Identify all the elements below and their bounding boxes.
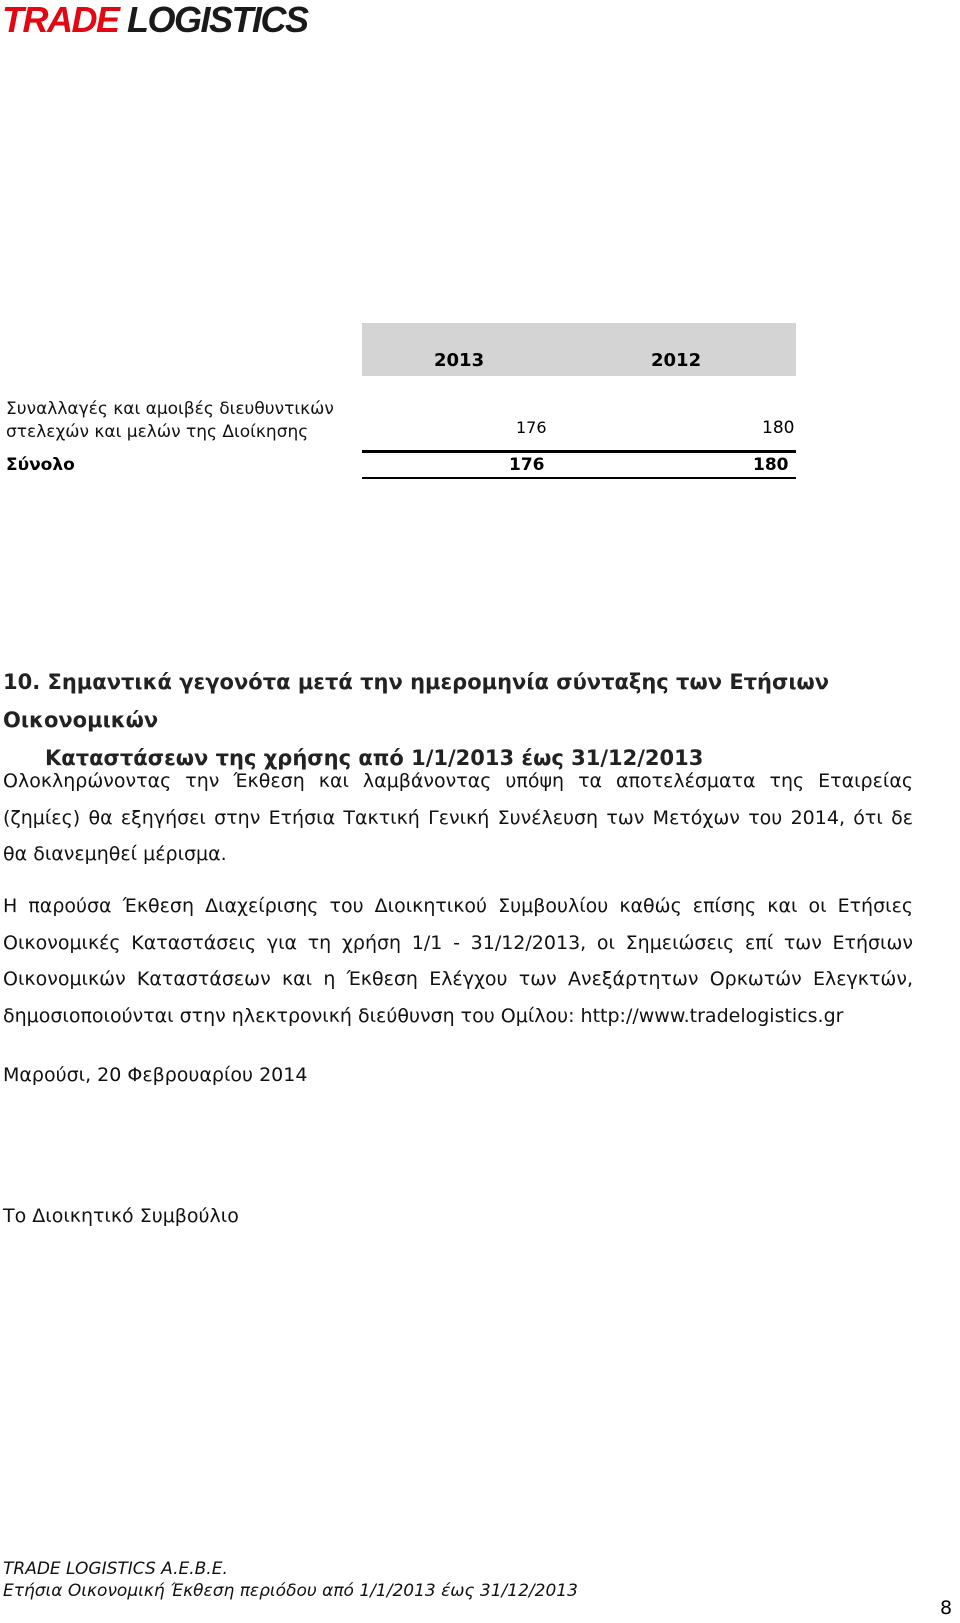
footer-company: TRADE LOGISTICS A.E.B.E. (3, 1559, 228, 1579)
row-label-line-2: στελεχών και μελών της Διοίκησης (6, 422, 309, 442)
row-label-line-1: Συναλλαγές και αμοιβές διευθυντικών (6, 399, 334, 419)
company-logo (2, 0, 308, 40)
date-line: Μαρούσι, 20 Φεβρουαρίου 2014 (3, 1064, 308, 1086)
section-heading-line-1: 10. Σημαντικά γεγονότα μετά την ημερομηνία σύνταξης των Ετήσιων Οικονομικών (3, 670, 830, 732)
section-heading-line-2: Καταστάσεων της χρήσης από 1/1/2013 έως 31/12/2013 (45, 746, 704, 770)
column-header-2012: 2012 (651, 350, 702, 371)
total-label: Σύνολο (6, 455, 75, 475)
logo-word-logistics: LOGISTICS (127, 0, 308, 40)
signature-line: Το Διοικητικό Συμβούλιο (3, 1205, 239, 1227)
page-number: 8 (940, 1597, 953, 1619)
section-heading (3, 663, 923, 777)
table-divider-bottom (362, 477, 796, 479)
table-divider-top (362, 450, 796, 453)
paragraph-publication: Η παρούσα Έκθεση Διαχείρισης του Διοικητικού Συμβουλίου καθώς επίσης και οι Ετήσιες Οικονομικές Καταστάσεις για τη χρήση 1/1 - 31/12/2013, οι Σημειώσεις επί των Ετήσιων Οικονομικών Καταστάσεων και η Έκθεση Ελέγχου των Ανεξάρτητων Ορκωτών Ελεγκτών, δημοσιοποιούνται στην ηλεκτρονική διεύθυνση του Ομίλου: http://www.tradelogistics.gr (3, 895, 913, 1027)
table-row-label (6, 398, 334, 444)
logo-word-trade: TRADE (2, 0, 119, 40)
footer-report-title: Ετήσια Οικονομική Έκθεση περιόδου από 1/1/2013 έως 31/12/2013 (3, 1581, 578, 1601)
column-header-2013: 2013 (434, 350, 485, 371)
row-value-2013: 176 (516, 418, 547, 437)
total-value-2012: 180 (753, 455, 789, 475)
table-header-band (362, 323, 796, 376)
total-value-2013: 176 (509, 455, 545, 475)
paragraph-dividend: Ολοκληρώνοντας την Έκθεση και λαμβάνοντας υπόψη τα αποτελέσματα της Εταιρείας (ζημίες) θα εξηγήσει στην Ετήσια Τακτική Γενική Συνέλευση των Μετόχων του 2014, ότι δε θα διανεμηθεί μέρισμα. (3, 770, 913, 865)
row-value-2012: 180 (762, 418, 795, 438)
